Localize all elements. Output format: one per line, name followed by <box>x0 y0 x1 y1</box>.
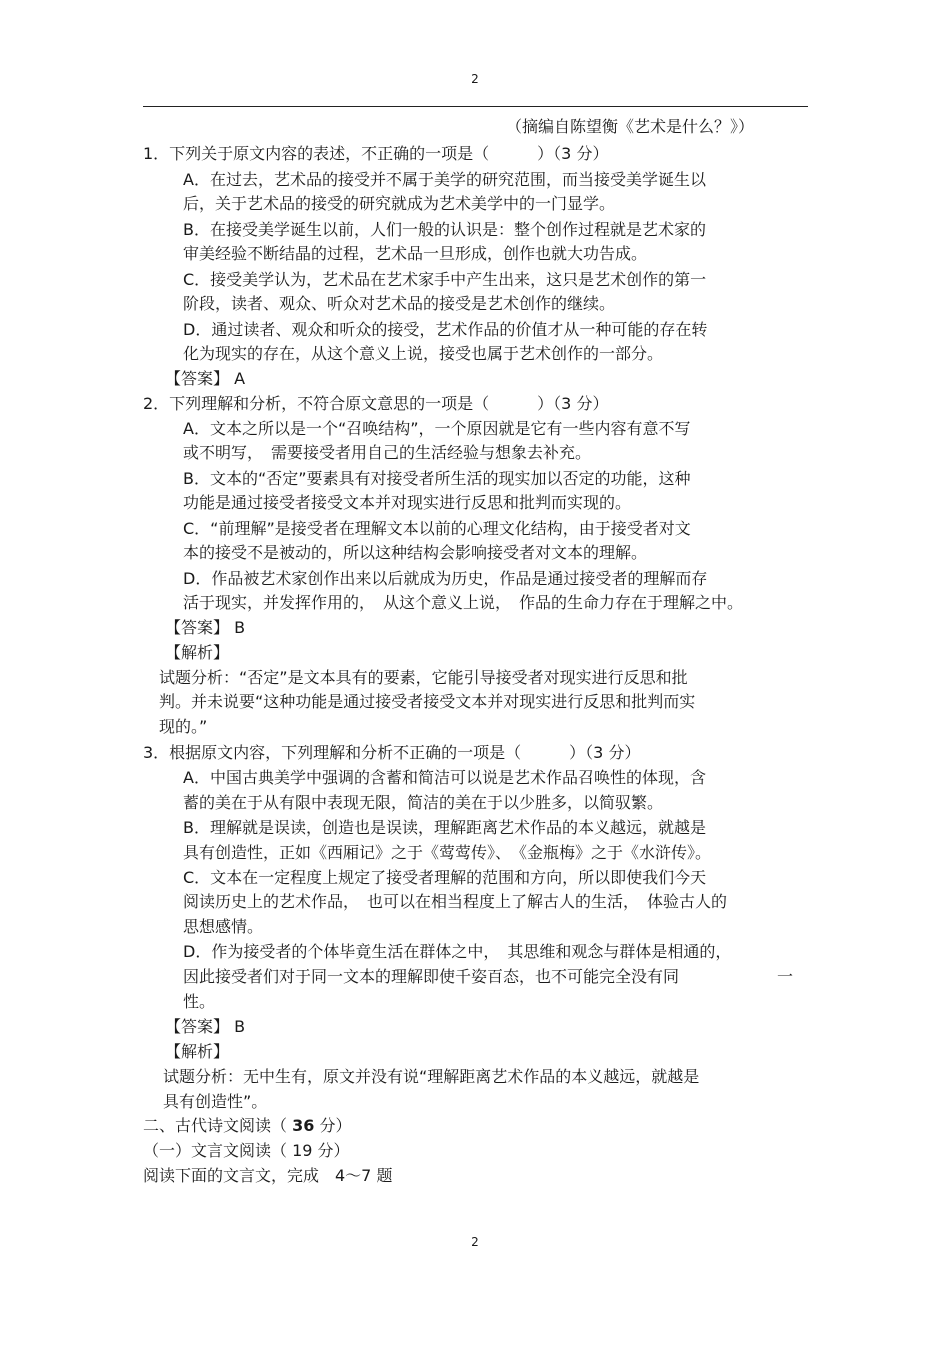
q2-option-a-line1: A．文本之所以是一个“召唤结构”，一个原因就是它有一些内容有意不写 <box>183 419 691 438</box>
q1-option-c-line2: 阶段，读者、观众、听众对艺术品的接受是艺术创作的继续。 <box>183 294 616 313</box>
q1-option-d-line1: D．通过读者、观众和听众的接受，艺术作品的价值才从一种可能的存在转 <box>183 320 708 339</box>
q2-option-b-line2: 功能是通过接受者接受文本并对现实进行反思和批判而实现的。 <box>183 493 632 512</box>
q1-answer: 【答案】 A <box>165 369 246 388</box>
section2-heading: 二、古代诗文阅读（ 36 分） <box>143 1116 352 1135</box>
q2-analysis-line2: 判。并未说要“这种功能是通过接受者接受文本并对现实进行反思和批判而实 <box>159 692 696 711</box>
header-rule <box>143 106 808 107</box>
q3-option-d-line2-end: 一 <box>777 967 794 986</box>
section2-subheading: （一）文言文阅读（ 19 分） <box>143 1141 350 1160</box>
q3-answer: 【答案】 B <box>165 1017 246 1036</box>
q3-option-b-line1: B．理解就是误读，创造也是误读，理解距离艺术作品的本义越远，就越是 <box>183 818 706 837</box>
q1-option-a-line1: A．在过去，艺术品的接受并不属于美学的研究范围，而当接受美学诞生以 <box>183 170 706 189</box>
q2-option-c-line1: C．“前理解”是接受者在理解文本以前的心理文化结构，由于接受者对文 <box>183 519 691 538</box>
q2-option-d-line2: 活于现实，并发挥作用的， 从这个意义上说， 作品的生命力存在于理解之中。 <box>183 593 744 612</box>
source-note: （摘编自陈望衡《艺术是什么？》） <box>506 117 755 136</box>
q2-answer: 【答案】 B <box>165 618 246 637</box>
q2-option-d-line1: D．作品被艺术家创作出来以后就成为历史，作品是通过接受者的理解而存 <box>183 569 708 588</box>
page-number-top: 2 <box>471 72 479 86</box>
q1-option-d-line2: 化为现实的存在，从这个意义上说，接受也属于艺术创作的一部分。 <box>183 344 664 363</box>
q3-option-d-line2: 因此接受者们对于同一文本的理解即使千姿百态，也不可能完全没有同 <box>183 967 680 986</box>
q3-option-c-line2: 阅读历史上的艺术作品， 也可以在相当程度上了解古人的生活， 体验古人的 <box>183 892 728 911</box>
q2-analysis-line3: 现的。” <box>159 717 208 736</box>
q3-option-b-line2: 具有创造性，正如《西厢记》之于《莺莺传》、 《金瓶梅》之于《水浒传》。 <box>183 843 712 862</box>
q2-analysis-line1: 试题分析：“否定”是文本具有的要素，它能引导接受者对现实进行反思和批 <box>159 668 688 687</box>
q2-analysis-label: 【解析】 <box>165 643 230 662</box>
q1-stem: 1．下列关于原文内容的表述，不正确的一项是（ ）（3 分） <box>143 144 609 163</box>
q3-option-a-line1: A．中国古典美学中强调的含蓄和简洁可以说是艺术作品召唤性的体现，含 <box>183 768 706 787</box>
q3-option-c-line1: C．文本在一定程度上规定了接受者理解的范围和方向，所以即使我们今天 <box>183 868 707 887</box>
q3-analysis-label: 【解析】 <box>165 1042 230 1061</box>
q1-option-a-line2: 后，关于艺术品的接受的研究就成为艺术美学中的一门显学。 <box>183 194 616 213</box>
page-number-bottom: 2 <box>471 1235 479 1249</box>
q1-option-b-line1: B．在接受美学诞生以前，人们一般的认识是：整个创作过程就是艺术家的 <box>183 220 706 239</box>
q3-analysis-line2: 具有创造性”。 <box>163 1092 268 1111</box>
q3-option-d-line1: D．作为接受者的个体毕竟生活在群体之中， 其思维和观念与群体是相通的， <box>183 942 732 961</box>
q3-analysis-line1: 试题分析：无中生有，原文并没有说“理解距离艺术作品的本义越远，就越是 <box>163 1067 700 1086</box>
q2-stem: 2．下列理解和分析，不符合原文意思的一项是（ ）（3 分） <box>143 394 609 413</box>
q3-option-c-line3: 思想感情。 <box>183 917 264 936</box>
q2-option-a-line2: 或不明写， 需要接受者用自己的生活经验与想象去补充。 <box>183 443 592 462</box>
q1-option-c-line1: C．接受美学认为，艺术品在艺术家手中产生出来，这只是艺术创作的第一 <box>183 270 707 289</box>
q1-option-b-line2: 审美经验不断结晶的过程，艺术品一旦形成，创作也就大功告成。 <box>183 244 648 263</box>
q3-option-d-line3: 性。 <box>183 992 216 1011</box>
q2-option-b-line1: B．文本的“否定”要素具有对接受者所生活的现实加以否定的功能，这种 <box>183 469 691 488</box>
q2-option-c-line2: 本的接受不是被动的，所以这种结构会影响接受者对文本的理解。 <box>183 543 648 562</box>
q3-option-a-line2: 蓄的美在于从有限中表现无限，简洁的美在于以少胜多，以简驭繁。 <box>183 793 664 812</box>
q3-stem: 3．根据原文内容，下列理解和分析不正确的一项是（ ）（3 分） <box>143 743 641 762</box>
section2-instruction: 阅读下面的文言文，完成 4～7 题 <box>143 1166 393 1185</box>
